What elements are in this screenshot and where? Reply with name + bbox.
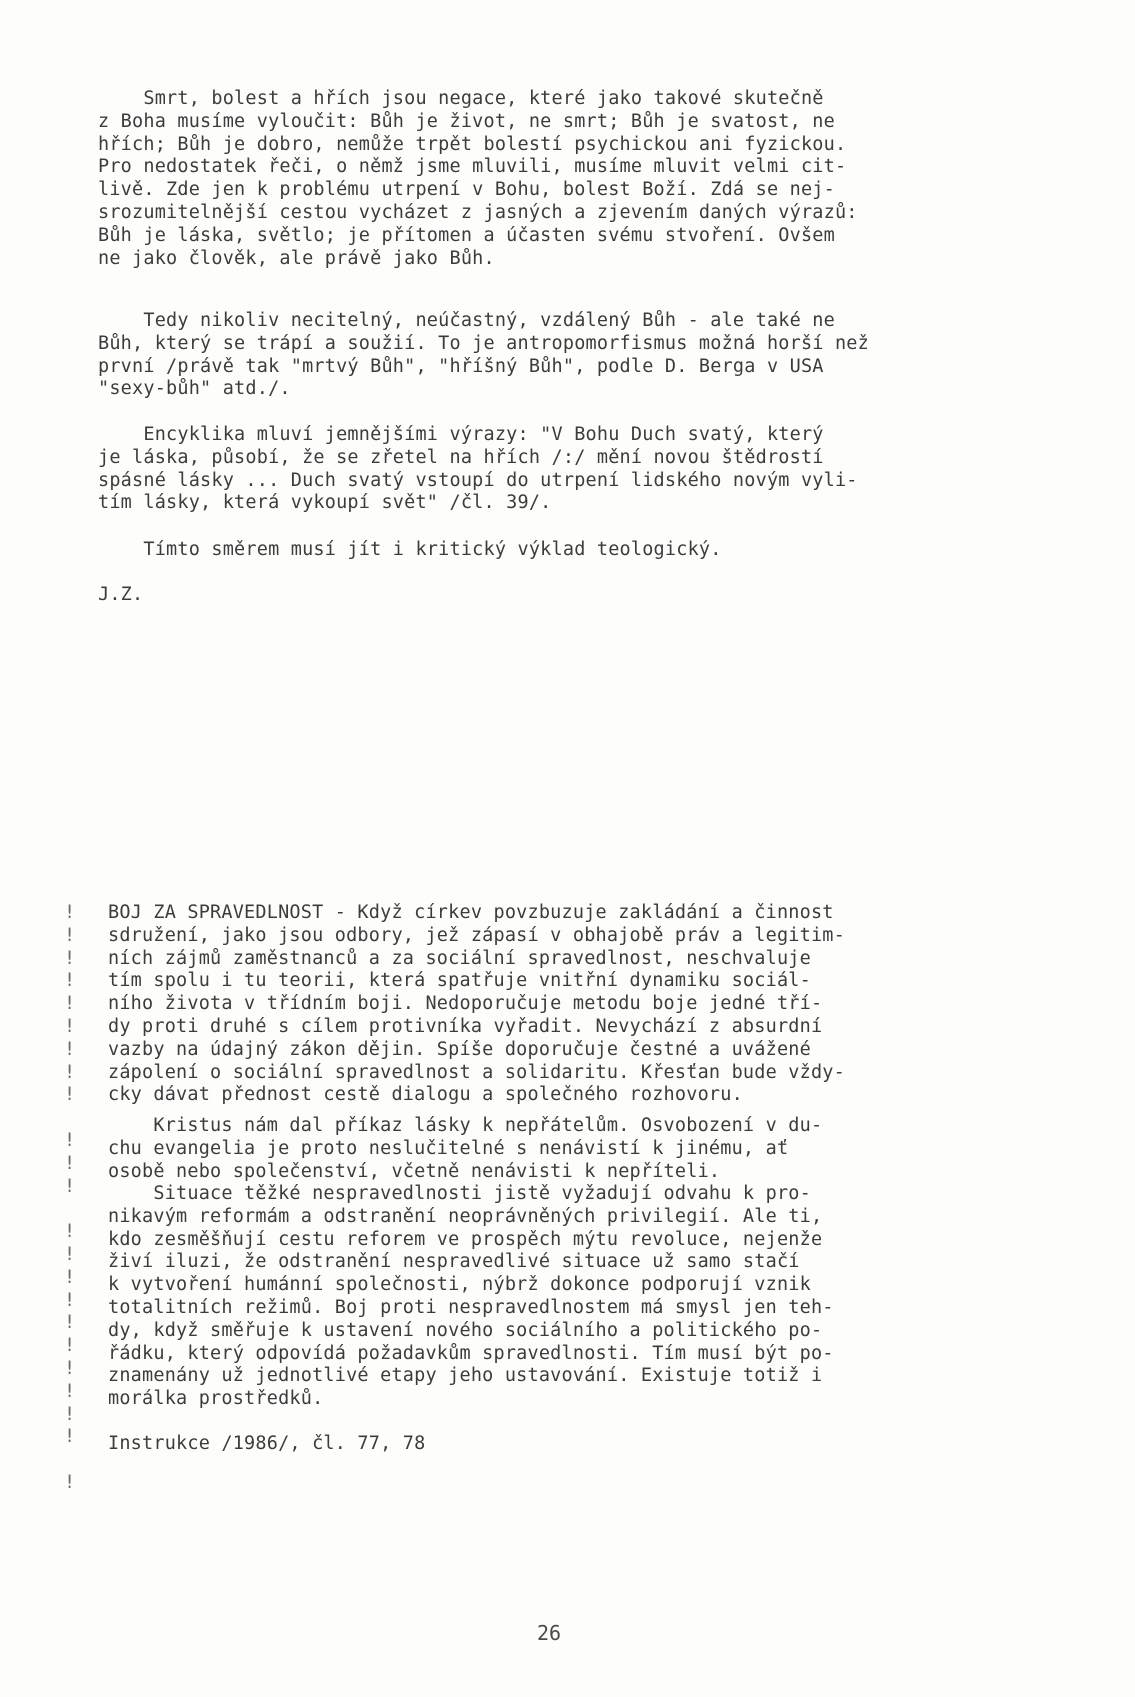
paragraph-fight-for-justice: BOJ ZA SPRAVEDLNOST - Když církev povzbuzuje zakládání a činnost sdružení, jako jsou odbory, jež zápasí v obhajobě práv a legitim- ních zájmů zaměstnanců a za sociální spravedlnost, neschvaluje tím spolu i tu teorii, která spatřuje vnitřní dynamiku sociál- ního života v třídním boji. Nedoporučuje metodu boje jedné tří- dy proti druhé s cílem protivníka vyřadit. Nevychází z absurdní vazby na údajný zákon dějin. Spíše doporučuje čestné a uvážené zápolení o sociální spravedlnost a solidaritu. Křesťan bude vždy- cky dávat přednost cestě dialogu a společného rozhovoru. (108, 902, 845, 1106)
source-citation: Instrukce /1986/, čl. 77, 78 (108, 1433, 426, 1454)
paragraph-critical-interpretation: Tímto směrem musí jít i kritický výklad teologický. (98, 539, 722, 560)
margin-rule: ! ! ! ! ! ! ! ! ! ! ! ! ! ! ! ! ! ! ! ! ! ! ! (64, 902, 76, 1493)
page-number: 26 (537, 1621, 562, 1645)
paragraph-encyclical: Encyklika mluví jemnějšími výrazy: "V Bohu Duch svatý, který je láska, působí, že se zřetel na hřích /:/ mění novou štědrostí spásné lásky ... Duch svatý vstoupí do utrpení lidského novým vyli- tím lásky, která vykoupí svět" /čl. 39/. (98, 424, 858, 514)
paragraph-not-insensitive: Tedy nikoliv necitelný, neúčastný, vzdálený Bůh - ale také ne Bůh, který se trápí a soužií. To je antropomorfismus možná horší než první /právě tak "mrtvý Bůh", "hříšný Bůh", podle D. Berga v USA "sexy-bůh" atd./. (98, 310, 869, 400)
signature: J.Z. (98, 584, 144, 605)
paragraph-reforms: Situace těžké nespravedlnosti jistě vyžadují odvahu k pro- nikavým reformám a odstranění neoprávněných privilegií. Ale ti, kdo zesměšňují cestu reforem ve prospěch mýtu revoluce, nejenže živí iluzi, že odstranění nespravedlivé situace už samo stačí k vytvoření humánní společnosti, nýbrž dokonce podporují vznik totalitních režimů. Boj proti nespravedlnostem má smysl jen teh- dy, když směřuje k ustavení nového sociálního a politického po- řádku, který odpovídá požadavkům spravedlnosti. Tím musí být po- znamenány už jednotlivé etapy jeho ustavování. Existuje totiž i morálka prostředků. (108, 1183, 834, 1410)
paragraph-suffering: Smrt, bolest a hřích jsou negace, které jako takové skutečně z Boha musíme vyloučit: Bůh je život, ne smrt; Bůh je svatost, ne hřích; Bůh je dobro, nemůže trpět bolestí psychickou ani fyzickou. Pro nedostatek řeči, o němž jsme mluvili, musíme mluvit velmi cit- livě. Zde jen k problému utrpení v Bohu, bolest Boží. Zdá se nej- srozumitelnější cestou vycházet z jasných a zjevením daných výrazů: Bůh je láska, světlo; je přítomen a účasten svému stvoření. Ovšem ne jako člověk, ale právě jako Bůh. (98, 88, 858, 269)
paragraph-love-enemies: Kristus nám dal příkaz lásky k nepřátelům. Osvobození v du- chu evangelia je proto neslučitelné s nenávistí k jinému, ať osobě nebo společenství, včetně nenávisti k nepříteli. (108, 1115, 823, 1182)
